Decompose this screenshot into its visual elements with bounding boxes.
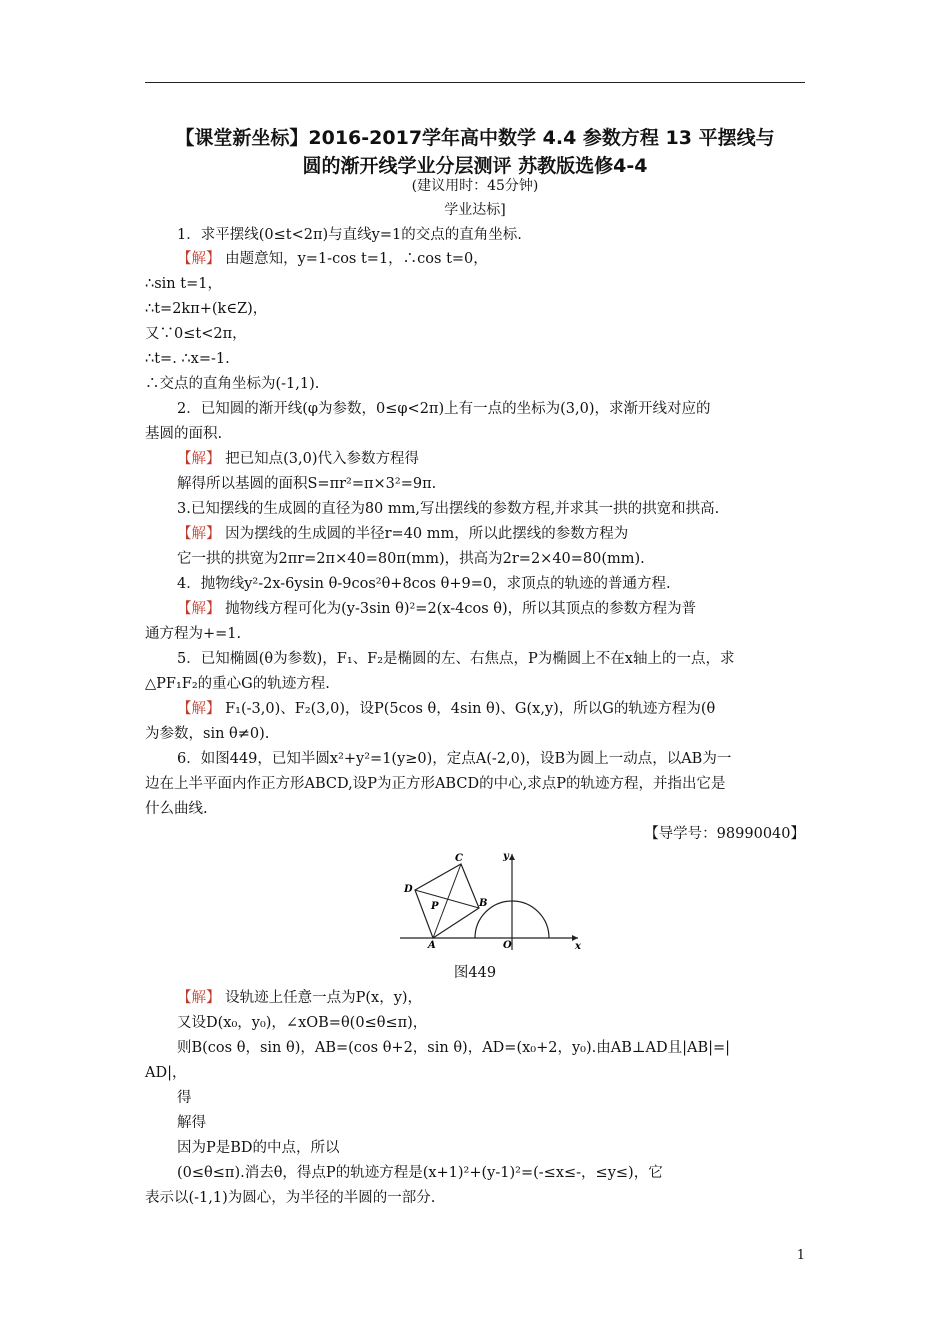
label-a: A <box>428 940 436 951</box>
solution-6-line-9: 表示以(-1,1)为圆心，为半径的半圆的一部分. <box>145 1190 436 1206</box>
solution-1-line-1 <box>145 248 857 270</box>
problem-5-line-2: △PF₁F₂的重心G的轨迹方程. <box>145 676 330 692</box>
problem-6-line-3: 什么曲线. <box>145 801 208 817</box>
label-o: O <box>503 940 512 951</box>
solution-tag: 【解】 <box>177 601 221 617</box>
solution-6-line-8: (0≤θ≤π).消去θ，得点P的轨迹方程是(x+1)²+(y-1)²=(-≤x≤-，≤y≤)，它 <box>177 1165 663 1181</box>
solution-tag: 【解】 <box>177 526 221 542</box>
title-line-2: 圆的渐开线学业分层测评 苏教版选修4-4 <box>302 155 648 177</box>
diagonal-bd <box>415 890 479 908</box>
solution-1-line-2: ∴sin t=1， <box>145 276 222 292</box>
solution-6-line-6: 解得 <box>177 1115 206 1131</box>
solution-tag: 【解】 <box>177 451 221 467</box>
problem-2-line-1: 2．已知圆的渐开线(φ为参数，0≤φ<2π)上有一点的坐标为(3,0)，求渐开线对应的 <box>177 401 711 417</box>
problem-4: 4．抛物线y²-2x-6ysin θ-9cos²θ+8cos θ+9=0，求顶点的轨迹的普通方程. <box>177 576 671 592</box>
problem-3: 3.已知摆线的生成圆的直径为80 mm,写出摆线的参数方程,并求其一拱的拱宽和拱高. <box>177 501 720 517</box>
problem-5-line-1: 5．已知椭圆(θ为参数)，F₁、F₂是椭圆的左、右焦点，P为椭圆上不在x轴上的一点，求 <box>177 651 735 667</box>
problem-2-line-2: 基圆的面积. <box>145 426 223 442</box>
label-p: P <box>431 901 439 912</box>
problem-6-line-2: 边在上半平面内作正方形ABCD,设P为正方形ABCD的中心,求点P的轨迹方程，并指出它是 <box>145 776 726 792</box>
solution-text: F₁(-3,0)、F₂(3,0)，设P(5cos θ，4sin θ)、G(x,y)，所以G的轨迹方程为(θ <box>220 701 716 717</box>
solution-3-line-1 <box>145 523 857 545</box>
solution-3-line-2: 它一拱的拱宽为2πr=2π×40=80π(mm)，拱高为2r=2×40=80(mm). <box>177 551 645 567</box>
solution-1-line-5: ∴t=. ∴x=-1. <box>145 351 230 367</box>
time-hint: (建议用时：45分钟) <box>411 178 539 194</box>
solution-tag: 【解】 <box>177 701 221 717</box>
solution-6-line-4: AD|， <box>145 1065 187 1081</box>
solution-6-line-1 <box>145 987 857 1009</box>
label-b: B <box>479 898 488 909</box>
solution-tag: 【解】 <box>177 251 221 267</box>
label-x: x <box>575 941 581 952</box>
problem-6-line-1: 6．如图449，已知半圆x²+y²=1(y≥0)，定点A(-2,0)，设B为圆上一动点，以AB为一 <box>177 751 732 767</box>
solution-1-line-3: ∴t=2kπ+(k∈Z)， <box>145 301 268 317</box>
label-d: D <box>404 884 413 895</box>
section-heading: 学业达标] <box>444 202 506 218</box>
solution-4-line-2: 通方程为+=1. <box>145 626 242 642</box>
solution-6-line-3: 则B(cos θ，sin θ)，AB=(cos θ+2，sin θ)，AD=(x₀+2，y₀).由AB⊥AD且|AB|=| <box>177 1040 731 1056</box>
y-axis-arrow-icon <box>509 854 515 860</box>
page-number: 1 <box>796 1248 805 1263</box>
solution-2-line-1 <box>145 448 857 470</box>
solution-text: 设轨迹上任意一点为P(x，y)， <box>220 990 423 1006</box>
solution-6-line-7: 因为P是BD的中点，所以 <box>177 1140 340 1156</box>
solution-1-line-6: ∴交点的直角坐标为(-1,1). <box>145 376 320 392</box>
geometry-figure <box>395 850 585 955</box>
guide-number: 【导学号：98990040】 <box>644 826 805 842</box>
label-c: C <box>455 853 463 864</box>
solution-1-line-4: 又∵0≤t<2π， <box>145 326 247 342</box>
solution-5-line-2: 为参数，sin θ≠0). <box>145 726 270 742</box>
label-y: y <box>503 851 509 862</box>
solution-text: 把已知点(3,0)代入参数方程得 <box>220 451 419 467</box>
solution-tag: 【解】 <box>177 990 221 1006</box>
solution-5-line-1 <box>145 698 857 720</box>
solution-4-line-1 <box>145 598 857 620</box>
title-line-1: 【课堂新坐标】2016-2017学年高中数学 4.4 参数方程 13 平摆线与 <box>175 127 775 149</box>
solution-6-line-2: 又设D(x₀，y₀)，∠xOB=θ(0≤θ≤π)， <box>177 1015 428 1031</box>
page-title <box>145 124 805 180</box>
solution-text: 抛物线方程可化为(y-3sin θ)²=2(x-4cos θ)，所以其顶点的参数方程为普 <box>220 601 697 617</box>
problem-1: 1．求平摆线(0≤t<2π)与直线y=1的交点的直角坐标. <box>177 227 522 243</box>
solution-6-line-5: 得 <box>177 1090 192 1106</box>
solution-text: 由题意知，y=1-cos t=1，∴cos t=0， <box>220 251 488 267</box>
solution-2-line-2: 解得所以基圆的面积S=πr²=π×3²=9π. <box>177 476 437 492</box>
solution-text: 因为摆线的生成圆的半径r=40 mm，所以此摆线的参数方程为 <box>220 526 629 542</box>
header-rule <box>145 82 805 83</box>
figure-caption: 图449 <box>453 965 497 981</box>
